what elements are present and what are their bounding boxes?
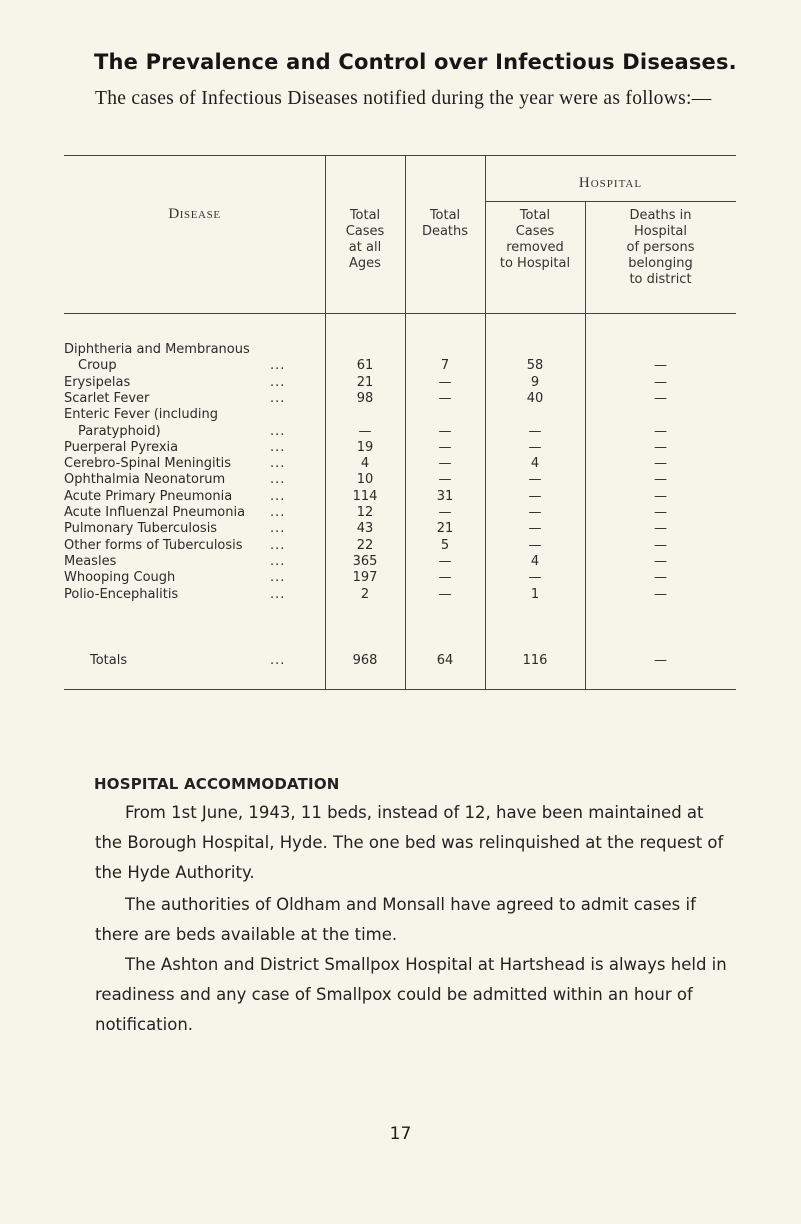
header-line: belonging bbox=[628, 256, 693, 271]
header-deaths-in-hospital bbox=[585, 208, 736, 288]
cell-deaths-in-hospital: — bbox=[654, 358, 667, 374]
table-row bbox=[64, 358, 736, 374]
row-leader: ... bbox=[270, 586, 286, 602]
cell-deaths-in-hospital: — bbox=[654, 456, 667, 472]
header-line: Deaths bbox=[421, 224, 469, 239]
table-row bbox=[64, 472, 736, 488]
header-line: Cases bbox=[345, 224, 385, 239]
header-disease: Disease bbox=[168, 206, 221, 222]
table-top-rule bbox=[64, 155, 736, 156]
row-leader: ... bbox=[270, 505, 286, 520]
row-leader: ... bbox=[270, 456, 286, 472]
cell-total-cases: 98 bbox=[356, 390, 374, 406]
disease-name: Erysipelas bbox=[64, 374, 131, 390]
cell-total-deaths: — bbox=[438, 439, 452, 455]
table-row bbox=[64, 570, 736, 586]
page-number: 17 bbox=[389, 1124, 412, 1144]
table-row bbox=[64, 554, 736, 570]
disease-name: Cerebro-Spinal Meningitis bbox=[64, 456, 232, 472]
disease-name: Puerperal Pyrexia bbox=[64, 439, 179, 455]
cell-deaths-in-hospital: — bbox=[654, 472, 667, 488]
row-leader: ... bbox=[270, 553, 286, 569]
cell-removed-to-hospital: — bbox=[528, 521, 542, 537]
row-leader: ... bbox=[270, 537, 286, 553]
cell-removed-to-hospital: — bbox=[528, 488, 542, 504]
paragraph bbox=[95, 890, 735, 950]
cell-total-deaths: 31 bbox=[436, 488, 454, 504]
totals-cases: 968 bbox=[352, 653, 378, 668]
header-total-cases bbox=[325, 208, 405, 272]
cell-total-cases: 365 bbox=[352, 553, 378, 569]
cell-total-cases: 22 bbox=[356, 537, 374, 553]
disease-name: Croup bbox=[78, 358, 117, 374]
header-line: to district bbox=[629, 272, 692, 287]
cell-deaths-in-hospital: — bbox=[654, 505, 667, 520]
cell-total-cases: 61 bbox=[356, 358, 374, 374]
table-row bbox=[64, 456, 736, 472]
cell-total-cases: — bbox=[358, 423, 372, 439]
cell-total-deaths: — bbox=[438, 423, 452, 439]
disease-name: Diphtheria and Membranous bbox=[64, 342, 250, 357]
totals-removed: 116 bbox=[522, 653, 548, 668]
table-bottom-rule bbox=[64, 689, 736, 690]
totals-hospital-deaths: — bbox=[654, 653, 667, 668]
header-line: Deaths in bbox=[629, 208, 692, 223]
header-total-deaths bbox=[405, 208, 485, 240]
cell-total-deaths: 5 bbox=[440, 537, 450, 553]
table-row bbox=[64, 391, 736, 407]
header-line: Cases bbox=[515, 224, 555, 239]
paragraph bbox=[95, 798, 735, 888]
table-row bbox=[64, 342, 736, 358]
disease-name: Enteric Fever (including bbox=[64, 407, 218, 423]
header-line: of persons bbox=[626, 240, 695, 255]
page-title: The Prevalence and Control over Infectious Diseases. bbox=[94, 50, 737, 74]
totals-row bbox=[64, 653, 736, 669]
hospital-group-rule bbox=[485, 201, 736, 202]
disease-name: Acute Influenzal Pneumonia bbox=[64, 505, 246, 520]
table-row bbox=[64, 407, 736, 423]
header-removed-to-hospital bbox=[485, 208, 585, 272]
cell-deaths-in-hospital: — bbox=[654, 570, 667, 586]
totals-deaths: 64 bbox=[436, 653, 454, 668]
cell-removed-to-hospital: 4 bbox=[530, 553, 540, 569]
disease-name: Other forms of Tuberculosis bbox=[64, 537, 243, 553]
cell-removed-to-hospital: 58 bbox=[526, 358, 544, 374]
cell-deaths-in-hospital: — bbox=[654, 439, 667, 455]
cell-total-cases: 10 bbox=[356, 472, 374, 488]
cell-total-deaths: — bbox=[438, 472, 452, 488]
disease-name: Ophthalmia Neonatorum bbox=[64, 472, 226, 488]
row-leader: ... bbox=[270, 570, 286, 586]
cell-removed-to-hospital: — bbox=[528, 423, 542, 439]
cell-removed-to-hospital: 4 bbox=[530, 456, 540, 472]
header-line: Hospital bbox=[633, 224, 688, 239]
header-line: Total bbox=[519, 208, 551, 223]
row-leader: ... bbox=[270, 488, 286, 504]
cell-deaths-in-hospital: — bbox=[654, 521, 667, 537]
disease-name: Whooping Cough bbox=[64, 570, 176, 586]
cell-total-deaths: — bbox=[438, 456, 452, 472]
cell-removed-to-hospital: 1 bbox=[530, 586, 540, 602]
table-row bbox=[64, 424, 736, 440]
cell-total-deaths: — bbox=[438, 374, 452, 390]
paragraph bbox=[95, 950, 735, 1040]
cell-removed-to-hospital: — bbox=[528, 537, 542, 553]
table-row bbox=[64, 440, 736, 456]
cell-total-deaths: — bbox=[438, 505, 452, 520]
paragraph-text: The authorities of Oldham and Monsall have agreed to admit cases if there are beds available at the time. bbox=[95, 895, 696, 944]
header-line: removed bbox=[506, 240, 564, 255]
cell-removed-to-hospital: 9 bbox=[530, 374, 540, 390]
row-leader: ... bbox=[270, 390, 286, 406]
intro-text: The cases of Infectious Diseases notified during the year were as follows:— bbox=[95, 88, 712, 109]
cell-deaths-in-hospital: — bbox=[654, 586, 667, 602]
row-leader: ... bbox=[270, 653, 286, 668]
cell-total-cases: 21 bbox=[356, 374, 374, 390]
disease-name: Measles bbox=[64, 553, 117, 569]
cell-total-deaths: — bbox=[438, 586, 452, 602]
cell-deaths-in-hospital: — bbox=[654, 553, 667, 569]
cell-total-deaths: — bbox=[438, 390, 452, 406]
section-heading: HOSPITAL ACCOMMODATION bbox=[94, 775, 340, 793]
table-row bbox=[64, 375, 736, 391]
cell-deaths-in-hospital: — bbox=[654, 488, 667, 504]
header-line: Total bbox=[429, 208, 461, 223]
disease-name: Paratyphoid) bbox=[78, 423, 161, 439]
table-row bbox=[64, 505, 736, 521]
disease-name: Scarlet Fever bbox=[64, 390, 150, 406]
cell-deaths-in-hospital: — bbox=[654, 537, 667, 553]
infectious-diseases-table bbox=[64, 155, 736, 695]
row-leader: ... bbox=[270, 423, 286, 439]
cell-total-deaths: 7 bbox=[440, 358, 450, 374]
disease-name: Pulmonary Tuberculosis bbox=[64, 521, 218, 537]
row-leader: ... bbox=[270, 472, 286, 488]
table-row bbox=[64, 521, 736, 537]
paragraph-text: From 1st June, 1943, 11 beds, instead of 12, have been maintained at the Borough Hospital, Hyde. The one bed was relinquished at the request of the Hyde Authority. bbox=[95, 803, 724, 882]
cell-total-deaths: — bbox=[438, 570, 452, 586]
cell-total-cases: 4 bbox=[360, 456, 370, 472]
cell-total-cases: 2 bbox=[360, 586, 370, 602]
header-bottom-rule bbox=[64, 313, 736, 314]
disease-name: Acute Primary Pneumonia bbox=[64, 488, 233, 504]
cell-total-deaths: — bbox=[438, 553, 452, 569]
header-line: Total bbox=[349, 208, 381, 223]
header-line: at all bbox=[348, 240, 382, 255]
cell-removed-to-hospital: 40 bbox=[526, 390, 544, 406]
row-leader: ... bbox=[270, 521, 286, 537]
totals-label: Totals bbox=[90, 653, 128, 668]
cell-total-cases: 197 bbox=[352, 570, 378, 586]
row-leader: ... bbox=[270, 374, 286, 390]
disease-name: Polio-Encephalitis bbox=[64, 586, 179, 602]
row-leader: ... bbox=[270, 358, 286, 374]
cell-deaths-in-hospital: — bbox=[654, 423, 667, 439]
cell-deaths-in-hospital: — bbox=[654, 390, 667, 406]
cell-total-deaths: 21 bbox=[436, 521, 454, 537]
header-line: to Hospital bbox=[499, 256, 571, 271]
cell-deaths-in-hospital: — bbox=[654, 374, 667, 390]
paragraph-text: The Ashton and District Smallpox Hospital at Hartshead is always held in readiness and any case of Smallpox could be admitted within an hour of notification. bbox=[95, 955, 727, 1034]
row-leader: ... bbox=[270, 439, 286, 455]
cell-removed-to-hospital: — bbox=[528, 439, 542, 455]
cell-total-cases: 114 bbox=[352, 488, 378, 504]
table-row bbox=[64, 538, 736, 554]
cell-removed-to-hospital: — bbox=[528, 472, 542, 488]
header-hospital: Hospital bbox=[578, 175, 643, 191]
cell-total-cases: 12 bbox=[356, 505, 374, 520]
cell-total-cases: 19 bbox=[356, 439, 374, 455]
table-row bbox=[64, 587, 736, 603]
cell-removed-to-hospital: — bbox=[528, 505, 542, 520]
cell-removed-to-hospital: — bbox=[528, 570, 542, 586]
cell-total-cases: 43 bbox=[356, 521, 374, 537]
table-row bbox=[64, 489, 736, 505]
header-line: Ages bbox=[349, 256, 381, 271]
